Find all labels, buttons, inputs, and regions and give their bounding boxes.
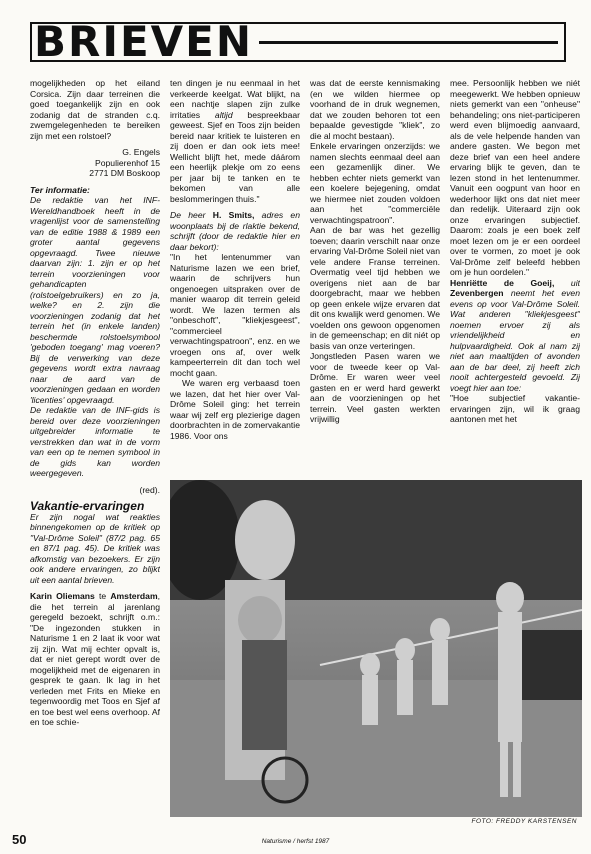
letter-author: Karin Oliemans xyxy=(30,591,95,601)
letter-author: Henriëtte de Goeij, xyxy=(450,277,555,288)
paragraph: Jongstleden Pasen waren we voor de tweede keer op Val-Drôme. Er waren weer veel gasten en er werd hard gewerkt aan de voorzieningen op het terrein. Veel gasten werkten vrijwillig xyxy=(310,351,440,424)
text: De heer xyxy=(170,210,213,220)
letter-town: Amsterdam xyxy=(110,591,158,601)
info-heading: Ter informatie: xyxy=(30,184,90,195)
text: bespreekbaar geweest. Sjef en Toos zijn beiden bereid naar kritiek te luisteren en zij doen er dan ook iets mee! Wellicht blijft het, mede dáárom een heerlijk plekje om zo eens per jaar bij te tanken en te bekomen van alle beslommeringen thuis." xyxy=(170,109,300,204)
column-2 xyxy=(170,78,300,458)
text: neemt het even evens op voor Val-Drôme Soleil. Wat anderen "kliekjesgeest" noemen ervoer zij als vriendelijkheid en hulpvaardigheid. Ook al nam zij niet aan maaltijden of avonden aan de bar deel, zij heeft zich nooit achtergesteld gevoeld. Zij voegt hier aan toe: xyxy=(450,288,580,393)
signature-name: G. Engels xyxy=(122,147,160,157)
emphasis: altijd xyxy=(214,109,233,120)
section-heading: Vakantie-ervaringen xyxy=(30,499,145,513)
letter-paragraph: Karin Oliemans te Amsterdam, die het terrein al jarenlang geregeld bezoekt, schrijft o.m.: "De ingezonden stukken in Naturisme 1 en 2 laat ik voor wat zij zijn. Wat mij echter opvalt is, dat er niet gerept wordt over de mogelijkheid met de eigenaren in gesprek te gaan. Ik lag in het verleden met Frits en Mieke en tegenwoordig met Toos en Sjef af en toe best wel eens overhoop. Af en toe schie- xyxy=(30,591,160,727)
photo-tug-of-war xyxy=(170,480,582,817)
editor-note: (red). xyxy=(139,484,160,495)
column-4 xyxy=(450,78,580,458)
letter-text: , die het terrein al jarenlang geregeld bezoekt, schrijft o.m.: "De ingezonden stukken in Naturisme 1 en 2 laat ik voor wat zij zijn. Wat mij echter opvalt is, dat er niet gerept wordt over de mogelijkheid met de eigenaren in gesprek te gaan. Ik lag in het verleden met Frits en Mieke en tegenwoordig met Toos en Sjef af en toe best wel eens overhoop. Af en toe schie- xyxy=(30,591,160,727)
paragraph: Aan de bar was het gezellig toeven; daarin verschilt naar onze ervaring Val-Drôme Soleil niet van vele andere Franse terreinen. Overmatig veel tijd hebben we overigens niet aan de bar doorgebracht, maar we hebben op geen enkele wijze ervaren dat dit ons kwalijk werd genomen. We voelden ons gewoon opgenomen in de gemeenschap; en dit niét op basis van onze verteringen. xyxy=(310,225,440,351)
photo-credit: FOTO: FREDDY KARSTENSEN xyxy=(471,818,577,825)
info-paragraph: De redaktie van het INF-Wereldhandboek heeft in de vragenlijst voor de samenstelling van de editie 1988 & 1989 een groter aantal gegevens opgevraagd. Twee nieuwe daarvan zijn: 1. zijn er op het terrein voorzieningen voor gehandicapten (rolstoelgebruikers) en zo ja, welke? en 2. zijn die voorzieningen zodanig dat het terrein het (in enkele landen) beschermde rolstoelsymbool 'geboden toegang' mag voeren? Bij de verwerking van deze gegevens wordt extra navraag naar de aard van de voorzieningen gedaan en worden 'licenties' opgevraagd. xyxy=(30,195,160,405)
text: ten dingen je nu eenmaal in het verkeerde keelgat. Wat blijkt, na een nachtje slapen zijn zulke irritaties xyxy=(170,78,300,120)
signature-address: Populierenhof 15 xyxy=(95,157,160,168)
photo-image xyxy=(170,480,582,817)
info-paragraph: De redaktie van de INF-gids is bereid over deze voorzieningen uitgebreider informatie te verstrekken dan wat in de vorm van een op te nemen symbool in de gids kan worden weergegeven. xyxy=(30,405,160,478)
title-rule xyxy=(259,41,558,44)
letter-town: Zevenbergen xyxy=(450,288,504,298)
page-number: 50 xyxy=(12,832,27,847)
section-intro: Er zijn nogal wat reakties binnengekomen op de kritiek op "Val-Drôme Soleil" (87/2 pag. 65 en 87/1 pag. 45). De kritiek was afkomstig van bezoekers. Er zijn ook andere ervaringen, zo blijkt uit een aantal brieven. xyxy=(30,511,160,585)
paragraph: was dat de eerste kennismaking (en we wilden hiermee op voorhand de in druk wegnemen, dat we zouden behoren tot een bepaalde gevestigde "kliek", zo die al mocht bestaan). xyxy=(310,78,440,141)
text: adres en woonplaats bij de rlaktie bekend, schrijft (door de redaktie hier en daar bekort): xyxy=(170,210,300,252)
column-1 xyxy=(30,78,160,840)
masthead xyxy=(30,17,566,66)
paragraph: "Hoe subjectief vakantie-ervaringen zijn, wil ik graag aantonen met het xyxy=(450,393,580,424)
letter-intro xyxy=(450,278,580,394)
column-3 xyxy=(310,78,440,458)
letter-author: H. Smits, xyxy=(212,210,255,220)
letter-intro xyxy=(170,210,300,252)
signature-postcode: 2771 DM Boskoop xyxy=(89,168,160,178)
paragraph: Enkele ervaringen onzerzijds: we namen slechts eenmaal deel aan een gezamenlijk diner. We hebben echter niets gemerkt van een koelere bejegening, omdat we hiermee niet zouden voldoen aan het "commerciële verwachtingspatroon". xyxy=(310,141,440,225)
text: uit xyxy=(554,277,580,288)
footer-magazine: Naturisme / herfst 1987 xyxy=(261,838,330,845)
page-title: BRIEVEN xyxy=(34,17,254,66)
paragraph: mogelijkheden op het eiland Corsica. Zijn daar terreinen die goed toegankelijk zijn en ook zodanig dat de stranden c.q. zwemgelegenheden te bereiken zijn met een rolstoel? xyxy=(30,78,160,141)
paragraph: We waren erg verbaasd toen we lazen, dat het hier over Val-Drôme Soleil ging: het terrein waar wij zelf erg plezierige dagen doorbrachten in de zomervakantie 1986. Voor ons xyxy=(170,378,300,441)
paragraph xyxy=(170,78,300,204)
paragraph: "In het lentenummer van Naturisme lazen we een brief, waarin de schrijvers hun ongenoegen uitspraken over de manier waarop dit terrein geleid wordt. We lazen termen als "onbeschoft", "kliekjesgeest", "commercieel verwachtingspatroon", enz. en we vroegen ons af, over welk kampeerterrein dit dan toch wel mocht gaan. xyxy=(170,252,300,378)
paragraph: mee. Persoonlijk hebben we niét meegewerkt. We hebben opnieuw niets gemerkt van een "onheuse" behandeling; ons niet-participeren werd even blijmoedig aanvaard, als de vele helpende handen van andere gasten. We begon met deze brief van een heel andere ervaring blijk te geven, dan te lezen stond in het lentenummer. Vanuit een oogpunt van hoor en wederhoor lijkt ons dat niet meer dan redelijk. Uiteraard zijn ook onze ervaringen subjectief. Daarom: zoals je een boek zelf moet lezen om je er een oordeel over te vormen, zo moet je ook Val-Drôme zelf beleefd hebben om je hun oordelen." xyxy=(450,78,580,277)
